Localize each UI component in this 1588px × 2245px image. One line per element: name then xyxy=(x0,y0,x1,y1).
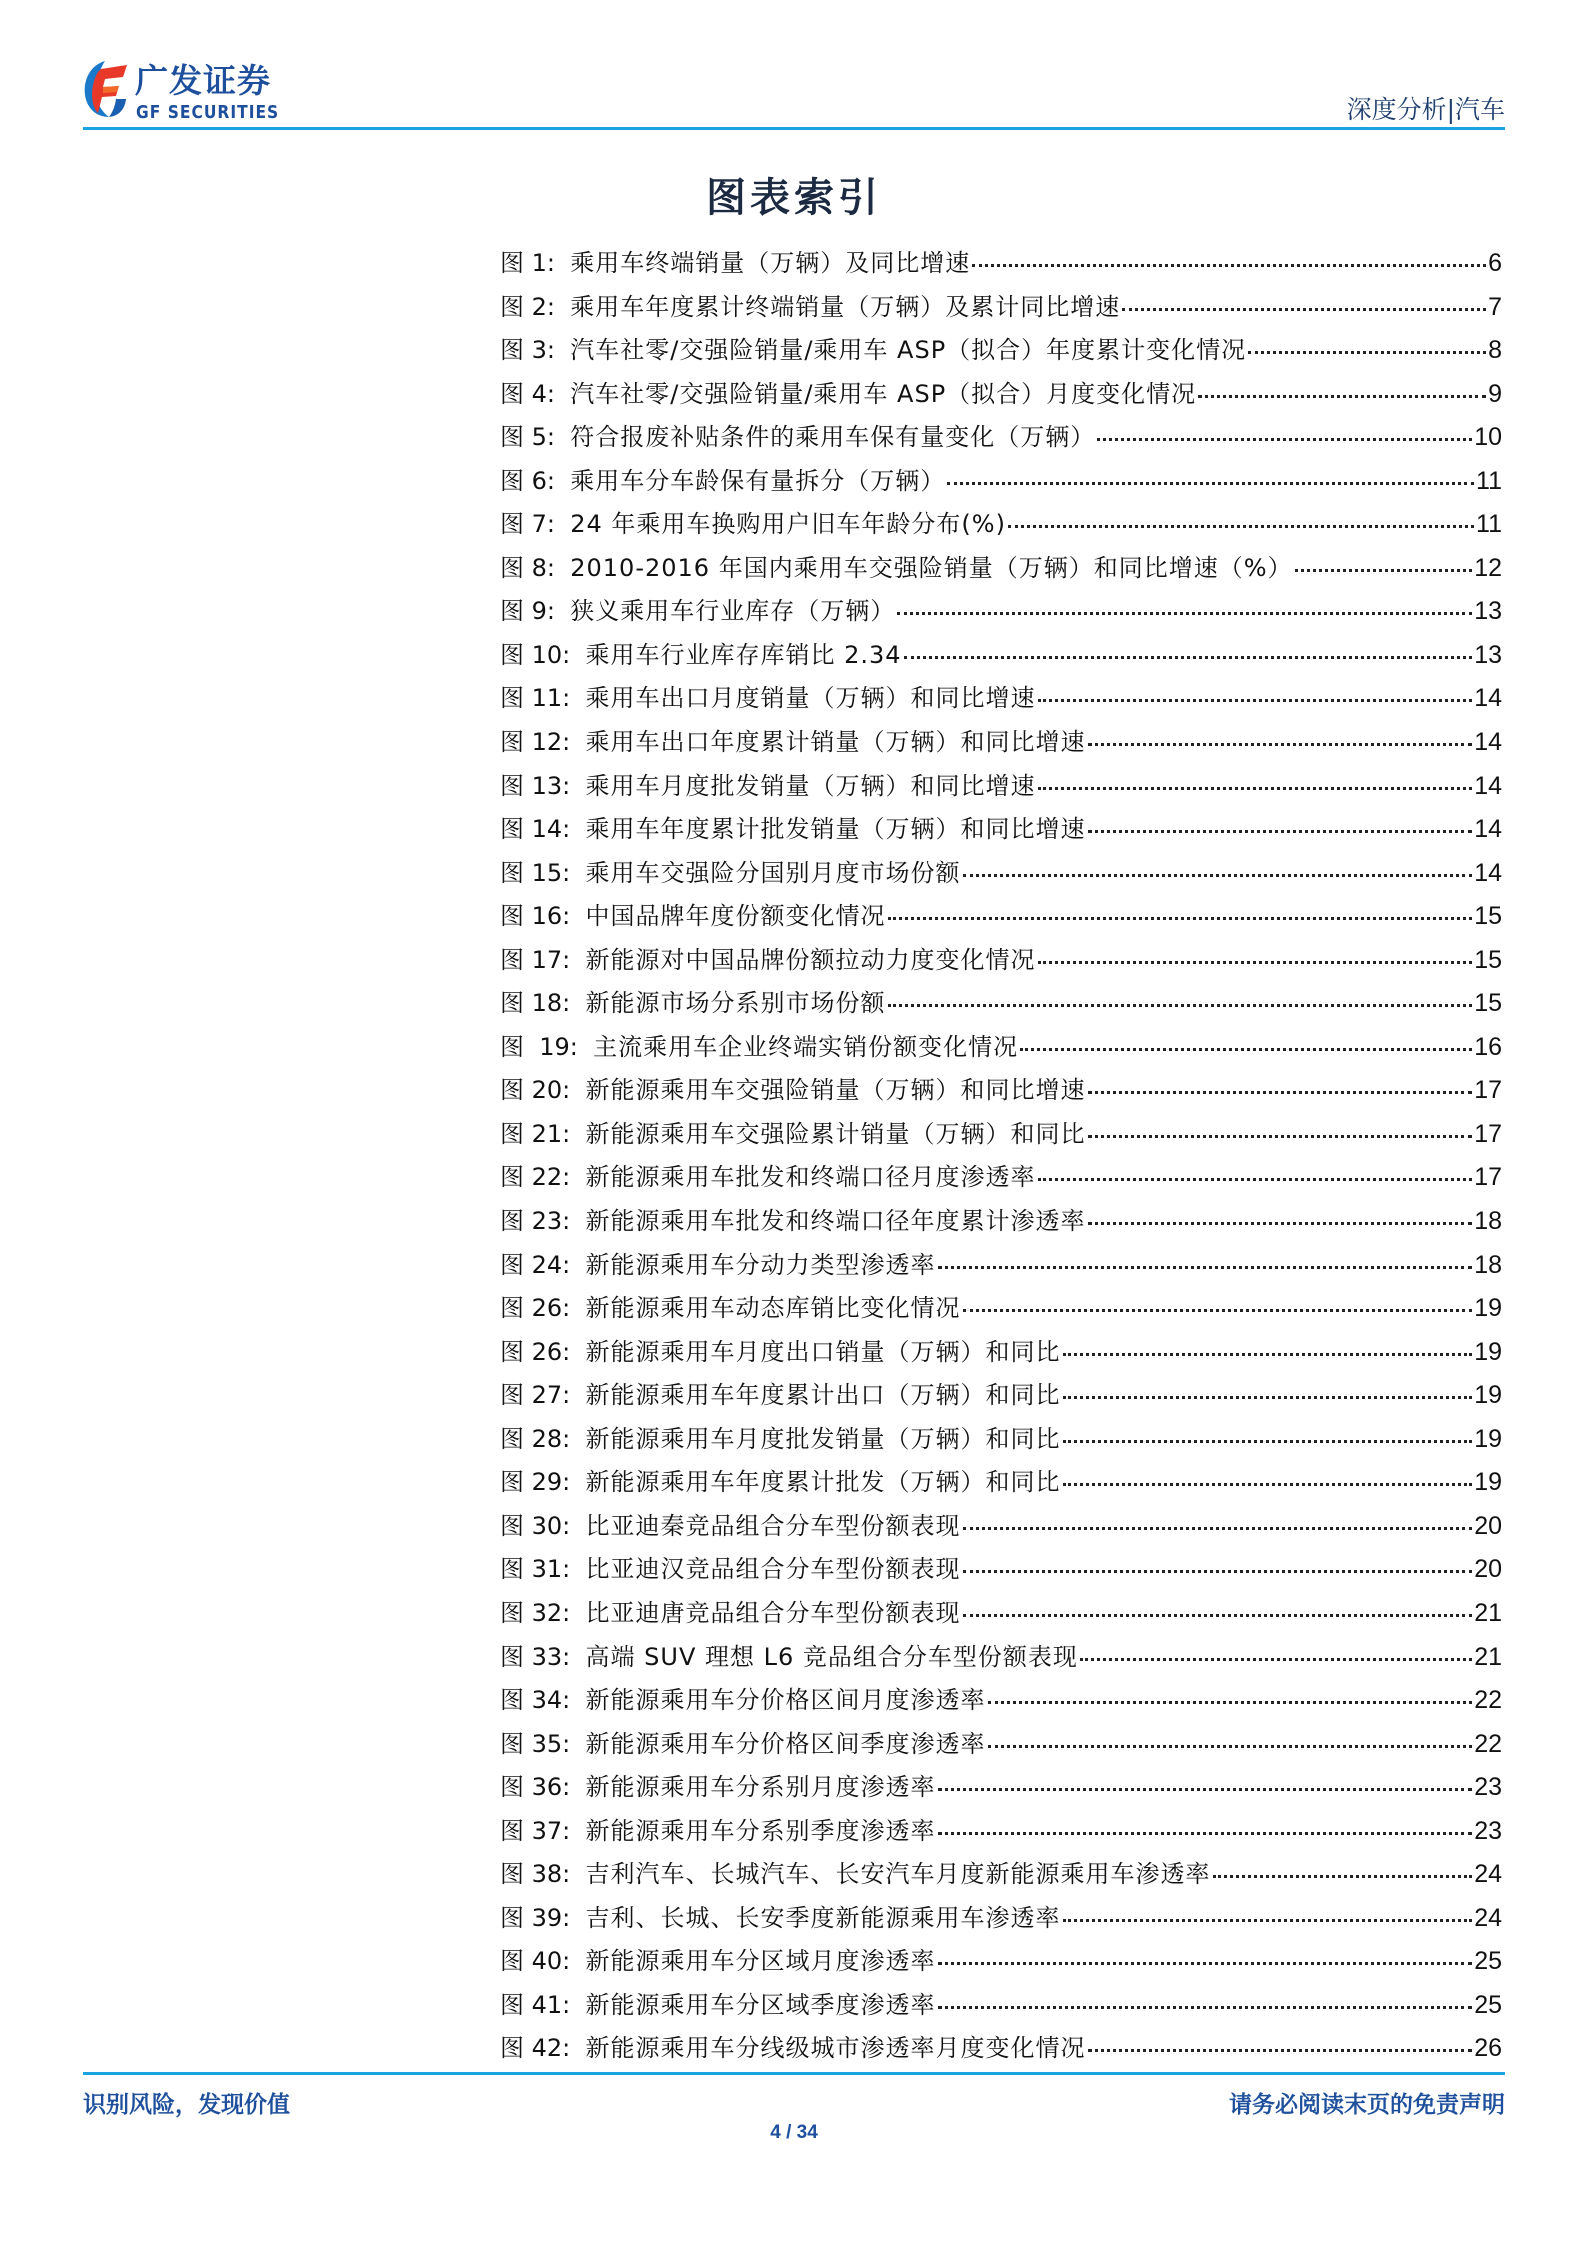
toc-entry[interactable] xyxy=(500,591,1502,635)
toc-page-number: 9 xyxy=(1488,379,1502,408)
toc-entry[interactable] xyxy=(500,1549,1502,1593)
toc-dot-leader xyxy=(972,264,1486,267)
toc-entry[interactable] xyxy=(500,1680,1502,1724)
toc-page-number: 10 xyxy=(1474,423,1502,452)
toc-page-number: 13 xyxy=(1474,597,1502,626)
toc-page-number: 15 xyxy=(1474,902,1502,931)
toc-dot-leader xyxy=(1020,1048,1472,1051)
toc-entry-label: 新能源乘用车交强险累计销量（万辆）和同比 xyxy=(585,1119,1086,1148)
toc-entry-label: 新能源对中国品牌份额拉动力度变化情况 xyxy=(585,945,1036,974)
toc-dot-leader xyxy=(1038,787,1473,790)
toc-entry[interactable] xyxy=(500,1462,1502,1506)
toc-page-number: 15 xyxy=(1474,945,1502,974)
toc-entry-label: 新能源乘用车月度批发销量（万辆）和同比 xyxy=(585,1424,1061,1453)
toc-dot-leader xyxy=(1038,699,1473,702)
toc-entry[interactable] xyxy=(500,1637,1502,1681)
toc-entry[interactable] xyxy=(500,1854,1502,1898)
toc-dot-leader xyxy=(888,917,1473,920)
toc-dot-leader xyxy=(1063,1396,1473,1399)
toc-entry-label: 新能源乘用车分动力类型渗透率 xyxy=(585,1250,936,1279)
toc-page-number: 18 xyxy=(1474,1207,1502,1236)
toc-page-number: 23 xyxy=(1474,1816,1502,1845)
toc-page-number: 22 xyxy=(1474,1686,1502,1715)
toc-figure-number: 图 8: xyxy=(500,553,571,582)
toc-figure-number: 图 33: xyxy=(500,1642,586,1671)
toc-entry-label: 新能源乘用车分价格区间季度渗透率 xyxy=(585,1729,986,1758)
toc-dot-leader xyxy=(1088,1091,1473,1094)
toc-page-number: 19 xyxy=(1474,1424,1502,1453)
toc-entry-label: 乘用车交强险分国别月度市场份额 xyxy=(585,858,961,887)
toc-figure-number: 图 26: xyxy=(500,1337,586,1366)
toc-entry[interactable] xyxy=(500,635,1502,679)
toc-entry-label: 24 年乘用车换购用户旧车年龄分布(%) xyxy=(570,510,1006,539)
toc-dot-leader xyxy=(1088,1135,1473,1138)
toc-dot-leader xyxy=(1063,1353,1473,1356)
toc-entry[interactable] xyxy=(500,1027,1502,1071)
toc-page-number: 8 xyxy=(1488,336,1502,365)
toc-figure-number: 图 7: xyxy=(500,510,571,539)
footer-divider xyxy=(83,2072,1505,2075)
page-title: 图表索引 xyxy=(706,174,882,221)
toc-figure-number: 图 9: xyxy=(500,597,571,626)
toc-dot-leader xyxy=(1008,525,1474,528)
toc-dot-leader xyxy=(963,1309,1473,1312)
toc-dot-leader xyxy=(1038,961,1473,964)
toc-entry[interactable] xyxy=(500,1288,1502,1332)
toc-entry[interactable] xyxy=(500,243,1502,287)
toc-entry-label: 乘用车年度累计批发销量（万辆）和同比增速 xyxy=(585,815,1086,844)
toc-page-number: 14 xyxy=(1474,858,1502,887)
toc-figure-number: 图 6: xyxy=(500,466,571,495)
toc-entry[interactable] xyxy=(500,896,1502,940)
toc-figure-number: 图 17: xyxy=(500,945,586,974)
toc-figure-number: 图 2: xyxy=(500,292,571,321)
toc-entry[interactable] xyxy=(500,1724,1502,1768)
gf-securities-logo xyxy=(83,53,333,128)
toc-figure-number: 图 29: xyxy=(500,1468,586,1497)
toc-dot-leader xyxy=(938,2006,1473,2009)
page-header xyxy=(83,48,1505,130)
toc-figure-number: 图 38: xyxy=(500,1860,586,1889)
gf-logo-icon xyxy=(83,59,129,119)
toc-entry-label: 新能源乘用车年度累计出口（万辆）和同比 xyxy=(585,1381,1061,1410)
toc-dot-leader xyxy=(938,1962,1473,1965)
toc-figure-number: 图 19: xyxy=(500,1032,594,1061)
toc-page-number: 11 xyxy=(1476,510,1502,539)
toc-figure-number: 图 4: xyxy=(500,379,571,408)
toc-figure-number: 图 5: xyxy=(500,423,571,452)
toc-entry-label: 主流乘用车企业终端实销份额变化情况 xyxy=(593,1032,1019,1061)
toc-dot-leader xyxy=(963,1527,1473,1530)
header-divider xyxy=(83,127,1505,130)
toc-page-number: 24 xyxy=(1474,1903,1502,1932)
toc-figure-number: 图 24: xyxy=(500,1250,586,1279)
toc-entry[interactable] xyxy=(500,287,1502,331)
toc-figure-number: 图 42: xyxy=(500,2034,586,2063)
toc-entry[interactable] xyxy=(500,504,1502,548)
toc-entry-label: 新能源乘用车分线级城市渗透率月度变化情况 xyxy=(585,2034,1086,2063)
toc-entry-label: 新能源乘用车批发和终端口径年度累计渗透率 xyxy=(585,1207,1086,1236)
logo-chinese-name: 广发证券 xyxy=(135,61,271,100)
toc-entry-label: 乘用车出口年度累计销量（万辆）和同比增速 xyxy=(585,728,1086,757)
toc-entry[interactable] xyxy=(500,1157,1502,1201)
toc-figure-number: 图 10: xyxy=(500,640,586,669)
toc-entry-label: 比亚迪唐竞品组合分车型份额表现 xyxy=(585,1598,961,1627)
toc-dot-leader xyxy=(1088,743,1473,746)
toc-entry[interactable] xyxy=(500,1941,1502,1985)
toc-dot-leader xyxy=(963,1614,1473,1617)
toc-figure-number: 图 22: xyxy=(500,1163,586,1192)
toc-page-number: 11 xyxy=(1476,466,1502,495)
toc-entry[interactable] xyxy=(500,1201,1502,1245)
toc-page-number: 14 xyxy=(1474,728,1502,757)
toc-dot-leader xyxy=(947,482,1474,485)
toc-figure-number: 图 40: xyxy=(500,1947,586,1976)
toc-entry-label: 吉利、长城、长安季度新能源乘用车渗透率 xyxy=(585,1903,1061,1932)
toc-dot-leader xyxy=(1088,1222,1473,1225)
toc-entry[interactable] xyxy=(500,1898,1502,1942)
logo-english-name: GF SECURITIES xyxy=(136,102,280,123)
toc-entry-label: 汽车社零/交强险销量/乘用车 ASP（拟合）月度变化情况 xyxy=(570,379,1197,408)
toc-entry-label: 中国品牌年度份额变化情况 xyxy=(585,902,886,931)
footer-slogan: 识别风险，发现价值 xyxy=(83,2092,290,2118)
toc-page-number: 19 xyxy=(1474,1468,1502,1497)
toc-page-number: 21 xyxy=(1474,1598,1502,1627)
toc-entry[interactable] xyxy=(500,722,1502,766)
toc-entry[interactable] xyxy=(500,548,1502,592)
toc-page-number: 14 xyxy=(1474,771,1502,800)
toc-page-number: 19 xyxy=(1474,1337,1502,1366)
toc-page-number: 15 xyxy=(1474,989,1502,1018)
toc-dot-leader xyxy=(938,1266,1473,1269)
toc-page-number: 25 xyxy=(1474,1947,1502,1976)
toc-entry-label: 乘用车年度累计终端销量（万辆）及累计同比增速 xyxy=(570,292,1121,321)
toc-figure-number: 图 34: xyxy=(500,1686,586,1715)
toc-figure-number: 图 27: xyxy=(500,1381,586,1410)
toc-dot-leader xyxy=(1063,1483,1473,1486)
toc-page-number: 14 xyxy=(1474,684,1502,713)
toc-figure-number: 图 14: xyxy=(500,815,586,844)
toc-figure-number: 图 12: xyxy=(500,728,586,757)
toc-entry[interactable] xyxy=(500,461,1502,505)
toc-entry[interactable] xyxy=(500,853,1502,897)
toc-page-number: 17 xyxy=(1474,1163,1502,1192)
toc-entry-label: 乘用车出口月度销量（万辆）和同比增速 xyxy=(585,684,1036,713)
toc-figure-number: 图 35: xyxy=(500,1729,586,1758)
toc-entry-label: 新能源乘用车年度累计批发（万辆）和同比 xyxy=(585,1468,1061,1497)
toc-figure-number: 图 23: xyxy=(500,1207,586,1236)
toc-entry[interactable] xyxy=(500,678,1502,722)
toc-entry[interactable] xyxy=(500,1332,1502,1376)
toc-dot-leader xyxy=(1097,438,1472,441)
toc-page-number: 19 xyxy=(1474,1294,1502,1323)
toc-dot-leader xyxy=(988,1701,1473,1704)
toc-page-number: 20 xyxy=(1474,1511,1502,1540)
toc-dot-leader xyxy=(1080,1658,1472,1661)
toc-page-number: 12 xyxy=(1474,553,1502,582)
toc-figure-number: 图 15: xyxy=(500,858,586,887)
toc-entry-label: 新能源乘用车分价格区间月度渗透率 xyxy=(585,1686,986,1715)
figure-index-list xyxy=(500,243,1502,2072)
toc-entry-label: 乘用车月度批发销量（万辆）和同比增速 xyxy=(585,771,1036,800)
toc-entry[interactable] xyxy=(500,1245,1502,1289)
toc-page-number: 20 xyxy=(1474,1555,1502,1584)
toc-figure-number: 图 32: xyxy=(500,1598,586,1627)
toc-dot-leader xyxy=(904,656,1473,659)
toc-figure-number: 图 36: xyxy=(500,1773,586,1802)
toc-dot-leader xyxy=(1063,1919,1473,1922)
toc-entry[interactable] xyxy=(500,1375,1502,1419)
toc-entry[interactable] xyxy=(500,1811,1502,1855)
toc-dot-leader xyxy=(1088,2049,1473,2052)
toc-dot-leader xyxy=(1122,308,1486,311)
toc-dot-leader xyxy=(1088,830,1473,833)
toc-figure-number: 图 37: xyxy=(500,1816,586,1845)
toc-entry[interactable] xyxy=(500,2028,1502,2072)
toc-dot-leader xyxy=(1248,351,1486,354)
toc-dot-leader xyxy=(897,612,1472,615)
toc-page-number: 19 xyxy=(1474,1381,1502,1410)
toc-figure-number: 图 18: xyxy=(500,989,586,1018)
toc-entry-label: 新能源市场分系别市场份额 xyxy=(585,989,886,1018)
toc-figure-number: 图 31: xyxy=(500,1555,586,1584)
toc-dot-leader xyxy=(938,1832,1473,1835)
toc-page-number: 7 xyxy=(1488,292,1502,321)
toc-page-number: 6 xyxy=(1488,249,1502,277)
toc-figure-number: 图 13: xyxy=(500,771,586,800)
toc-page-number: 21 xyxy=(1474,1642,1502,1671)
toc-entry[interactable] xyxy=(500,809,1502,853)
toc-page-number: 23 xyxy=(1474,1773,1502,1802)
toc-entry-label: 比亚迪秦竞品组合分车型份额表现 xyxy=(585,1511,961,1540)
toc-figure-number: 图 20: xyxy=(500,1076,586,1105)
toc-entry-label: 汽车社零/交强险销量/乘用车 ASP（拟合）年度累计变化情况 xyxy=(570,336,1247,365)
toc-figure-number: 图 1: xyxy=(500,249,571,277)
toc-dot-leader xyxy=(1198,395,1486,398)
toc-entry[interactable] xyxy=(500,1114,1502,1158)
toc-entry-label: 新能源乘用车分系别月度渗透率 xyxy=(585,1773,936,1802)
toc-dot-leader xyxy=(938,1788,1473,1791)
toc-page-number: 17 xyxy=(1474,1119,1502,1148)
toc-entry-label: 吉利汽车、长城汽车、长安汽车月度新能源乘用车渗透率 xyxy=(585,1860,1211,1889)
toc-entry[interactable] xyxy=(500,766,1502,810)
toc-entry-label: 新能源乘用车月度出口销量（万辆）和同比 xyxy=(585,1337,1061,1366)
toc-entry-label: 高端 SUV 理想 L6 竞品组合分车型份额表现 xyxy=(585,1642,1078,1671)
toc-entry-label: 新能源乘用车分区域月度渗透率 xyxy=(585,1947,936,1976)
toc-figure-number: 图 11: xyxy=(500,684,586,713)
toc-entry-label: 新能源乘用车分系别季度渗透率 xyxy=(585,1816,936,1845)
toc-entry[interactable] xyxy=(500,1070,1502,1114)
toc-entry-label: 狭义乘用车行业库存（万辆） xyxy=(570,597,896,626)
toc-entry[interactable] xyxy=(500,1419,1502,1463)
toc-entry[interactable] xyxy=(500,417,1502,461)
toc-entry-label: 乘用车终端销量（万辆）及同比增速 xyxy=(570,249,971,277)
toc-figure-number: 图 41: xyxy=(500,1990,586,2019)
toc-entry-label: 新能源乘用车批发和终端口径月度渗透率 xyxy=(585,1163,1036,1192)
toc-entry[interactable] xyxy=(500,983,1502,1027)
toc-entry-label: 符合报废补贴条件的乘用车保有量变化（万辆） xyxy=(570,423,1096,452)
toc-entry-label: 乘用车分车龄保有量拆分（万辆） xyxy=(570,466,946,495)
section-tag: 深度分析|汽车 xyxy=(1346,95,1505,124)
toc-dot-leader xyxy=(1213,1875,1473,1878)
toc-page-number: 26 xyxy=(1474,2034,1502,2063)
toc-entry-label: 2010-2016 年国内乘用车交强险销量（万辆）和同比增速（%） xyxy=(570,553,1293,582)
toc-entry-label: 新能源乘用车动态库销比变化情况 xyxy=(585,1294,961,1323)
toc-entry[interactable] xyxy=(500,1506,1502,1550)
toc-dot-leader xyxy=(988,1745,1473,1748)
toc-figure-number: 图 3: xyxy=(500,336,571,365)
toc-entry-label: 新能源乘用车分区域季度渗透率 xyxy=(585,1990,936,2019)
toc-entry[interactable] xyxy=(500,374,1502,418)
toc-page-number: 16 xyxy=(1474,1032,1502,1061)
toc-dot-leader xyxy=(963,874,1473,877)
toc-figure-number: 图 26: xyxy=(500,1294,586,1323)
toc-entry-label: 比亚迪汉竞品组合分车型份额表现 xyxy=(585,1555,961,1584)
page-number: 4 / 34 xyxy=(770,2122,818,2143)
toc-entry[interactable] xyxy=(500,330,1502,374)
toc-dot-leader xyxy=(888,1004,1473,1007)
toc-page-number: 24 xyxy=(1474,1860,1502,1889)
toc-dot-leader xyxy=(963,1570,1473,1573)
toc-figure-number: 图 39: xyxy=(500,1903,586,1932)
toc-dot-leader xyxy=(1038,1178,1473,1181)
toc-figure-number: 图 30: xyxy=(500,1511,586,1540)
toc-entry[interactable] xyxy=(500,1767,1502,1811)
toc-page-number: 17 xyxy=(1474,1076,1502,1105)
toc-page-number: 14 xyxy=(1474,815,1502,844)
toc-page-number: 18 xyxy=(1474,1250,1502,1279)
toc-dot-leader xyxy=(1063,1440,1473,1443)
toc-entry[interactable] xyxy=(500,940,1502,984)
toc-entry-label: 新能源乘用车交强险销量（万辆）和同比增速 xyxy=(585,1076,1086,1105)
toc-page-number: 25 xyxy=(1474,1990,1502,2019)
toc-dot-leader xyxy=(1295,569,1473,572)
toc-entry-label: 乘用车行业库存库销比 2.34 xyxy=(585,640,902,669)
toc-figure-number: 图 28: xyxy=(500,1424,586,1453)
toc-entry[interactable] xyxy=(500,1593,1502,1637)
footer-disclaimer-link[interactable]: 请务必阅读末页的免责声明 xyxy=(1229,2092,1505,2118)
toc-figure-number: 图 21: xyxy=(500,1119,586,1148)
toc-entry[interactable] xyxy=(500,1985,1502,2029)
toc-page-number: 22 xyxy=(1474,1729,1502,1758)
toc-page-number: 13 xyxy=(1474,640,1502,669)
toc-figure-number: 图 16: xyxy=(500,902,586,931)
